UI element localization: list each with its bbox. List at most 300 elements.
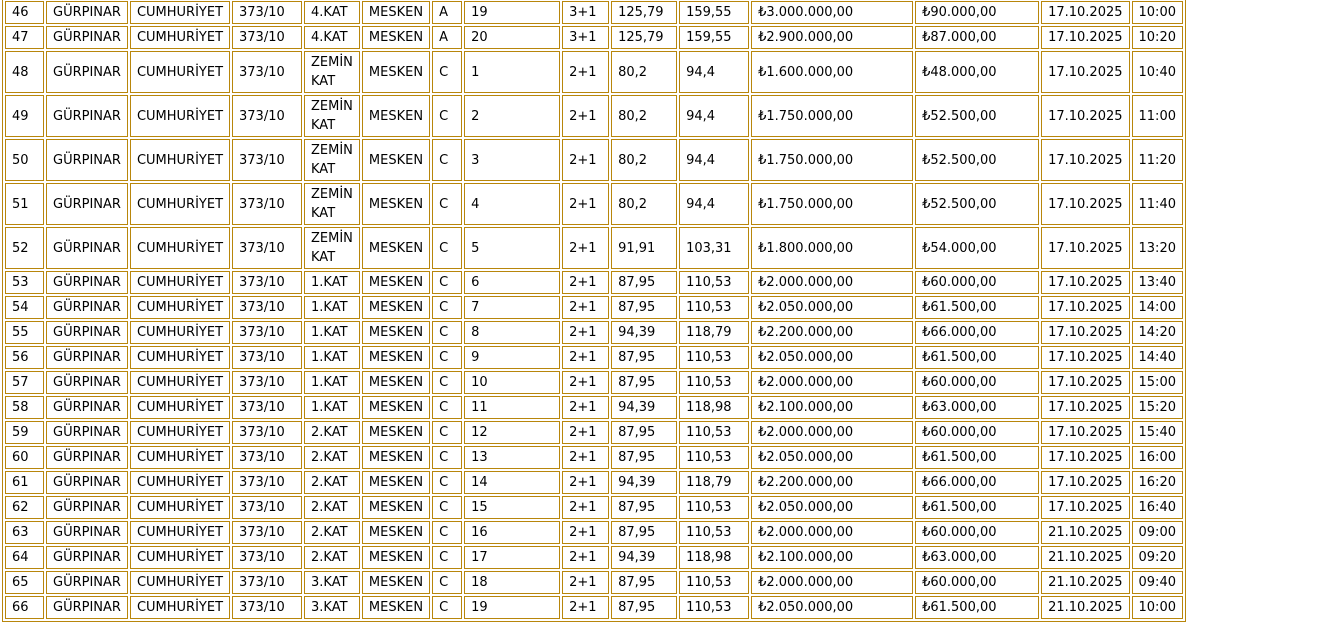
net-area-cell: 80,2 — [611, 183, 677, 225]
block-cell: C — [432, 371, 462, 394]
table-row — [5, 496, 1183, 519]
neighborhood-cell: CUMHURİYET — [130, 421, 230, 444]
room-count-cell: 2+1 — [562, 521, 609, 544]
table-row — [5, 296, 1183, 319]
auction-time-cell: 15:40 — [1132, 421, 1183, 444]
auction-date-cell: 17.10.2025 — [1041, 271, 1129, 294]
table-row — [5, 546, 1183, 569]
district-cell: GÜRPINAR — [46, 521, 128, 544]
neighborhood-cell: CUMHURİYET — [130, 396, 230, 419]
auction-date-cell: 21.10.2025 — [1041, 596, 1129, 619]
deposit-amount-cell: ₺60.000,00 — [915, 571, 1039, 594]
district-cell: GÜRPINAR — [46, 139, 128, 181]
deposit-amount-cell: ₺90.000,00 — [915, 1, 1039, 24]
unit-number-cell: 9 — [464, 346, 560, 369]
district-cell: GÜRPINAR — [46, 271, 128, 294]
auction-time-cell: 09:40 — [1132, 571, 1183, 594]
net-area-cell: 87,95 — [611, 296, 677, 319]
floor-cell: 2.KAT — [304, 521, 360, 544]
row-number-cell: 55 — [5, 321, 44, 344]
deposit-amount-cell: ₺48.000,00 — [915, 51, 1039, 93]
unit-number-cell: 7 — [464, 296, 560, 319]
auction-date-cell: 21.10.2025 — [1041, 571, 1129, 594]
room-count-cell: 2+1 — [562, 496, 609, 519]
floor-cell: 1.KAT — [304, 296, 360, 319]
neighborhood-cell: CUMHURİYET — [130, 321, 230, 344]
unit-number-cell: 1 — [464, 51, 560, 93]
property-type-cell: MESKEN — [362, 371, 430, 394]
district-cell: GÜRPINAR — [46, 371, 128, 394]
neighborhood-cell: CUMHURİYET — [130, 571, 230, 594]
gross-area-cell: 110,53 — [679, 371, 749, 394]
property-sale-table — [2, 0, 1186, 622]
room-count-cell: 2+1 — [562, 446, 609, 469]
gross-area-cell: 110,53 — [679, 596, 749, 619]
floor-cell: 1.KAT — [304, 321, 360, 344]
neighborhood-cell: CUMHURİYET — [130, 139, 230, 181]
estimated-value-cell: ₺1.800.000,00 — [751, 227, 913, 269]
property-type-cell: MESKEN — [362, 183, 430, 225]
deposit-amount-cell: ₺60.000,00 — [915, 371, 1039, 394]
net-area-cell: 94,39 — [611, 396, 677, 419]
deposit-amount-cell: ₺61.500,00 — [915, 496, 1039, 519]
district-cell: GÜRPINAR — [46, 321, 128, 344]
net-area-cell: 94,39 — [611, 321, 677, 344]
property-type-cell: MESKEN — [362, 271, 430, 294]
floor-cell: 1.KAT — [304, 346, 360, 369]
row-number-cell: 47 — [5, 26, 44, 49]
block-cell: C — [432, 571, 462, 594]
gross-area-cell: 94,4 — [679, 95, 749, 137]
property-type-cell: MESKEN — [362, 95, 430, 137]
district-cell: GÜRPINAR — [46, 26, 128, 49]
district-cell: GÜRPINAR — [46, 571, 128, 594]
parcel-cell: 373/10 — [232, 446, 302, 469]
net-area-cell: 87,95 — [611, 571, 677, 594]
neighborhood-cell: CUMHURİYET — [130, 296, 230, 319]
estimated-value-cell: ₺3.000.000,00 — [751, 1, 913, 24]
room-count-cell: 2+1 — [562, 321, 609, 344]
net-area-cell: 87,95 — [611, 271, 677, 294]
district-cell: GÜRPINAR — [46, 596, 128, 619]
property-type-cell: MESKEN — [362, 596, 430, 619]
unit-number-cell: 12 — [464, 421, 560, 444]
net-area-cell: 125,79 — [611, 26, 677, 49]
floor-cell: 4.KAT — [304, 1, 360, 24]
room-count-cell: 2+1 — [562, 346, 609, 369]
unit-number-cell: 10 — [464, 371, 560, 394]
deposit-amount-cell: ₺52.500,00 — [915, 95, 1039, 137]
net-area-cell: 80,2 — [611, 95, 677, 137]
property-type-cell: MESKEN — [362, 496, 430, 519]
unit-number-cell: 18 — [464, 571, 560, 594]
neighborhood-cell: CUMHURİYET — [130, 95, 230, 137]
parcel-cell: 373/10 — [232, 227, 302, 269]
row-number-cell: 65 — [5, 571, 44, 594]
auction-time-cell: 15:00 — [1132, 371, 1183, 394]
unit-number-cell: 4 — [464, 183, 560, 225]
auction-time-cell: 13:20 — [1132, 227, 1183, 269]
table-row — [5, 346, 1183, 369]
parcel-cell: 373/10 — [232, 571, 302, 594]
estimated-value-cell: ₺2.050.000,00 — [751, 296, 913, 319]
net-area-cell: 94,39 — [611, 471, 677, 494]
row-number-cell: 60 — [5, 446, 44, 469]
room-count-cell: 2+1 — [562, 371, 609, 394]
table-row — [5, 26, 1183, 49]
block-cell: C — [432, 321, 462, 344]
gross-area-cell: 110,53 — [679, 496, 749, 519]
property-type-cell: MESKEN — [362, 521, 430, 544]
floor-cell: ZEMİN KAT — [304, 51, 360, 93]
parcel-cell: 373/10 — [232, 296, 302, 319]
table-row — [5, 271, 1183, 294]
row-number-cell: 48 — [5, 51, 44, 93]
neighborhood-cell: CUMHURİYET — [130, 371, 230, 394]
table-row — [5, 446, 1183, 469]
auction-date-cell: 17.10.2025 — [1041, 421, 1129, 444]
property-type-cell: MESKEN — [362, 446, 430, 469]
property-type-cell: MESKEN — [362, 346, 430, 369]
auction-date-cell: 17.10.2025 — [1041, 51, 1129, 93]
net-area-cell: 125,79 — [611, 1, 677, 24]
block-cell: C — [432, 471, 462, 494]
auction-time-cell: 09:20 — [1132, 546, 1183, 569]
district-cell: GÜRPINAR — [46, 446, 128, 469]
unit-number-cell: 2 — [464, 95, 560, 137]
estimated-value-cell: ₺2.000.000,00 — [751, 521, 913, 544]
gross-area-cell: 159,55 — [679, 26, 749, 49]
estimated-value-cell: ₺2.900.000,00 — [751, 26, 913, 49]
parcel-cell: 373/10 — [232, 546, 302, 569]
district-cell: GÜRPINAR — [46, 471, 128, 494]
room-count-cell: 2+1 — [562, 296, 609, 319]
net-area-cell: 80,2 — [611, 139, 677, 181]
auction-date-cell: 17.10.2025 — [1041, 371, 1129, 394]
neighborhood-cell: CUMHURİYET — [130, 521, 230, 544]
floor-cell: 2.KAT — [304, 546, 360, 569]
room-count-cell: 2+1 — [562, 421, 609, 444]
auction-time-cell: 16:40 — [1132, 496, 1183, 519]
auction-time-cell: 09:00 — [1132, 521, 1183, 544]
neighborhood-cell: CUMHURİYET — [130, 346, 230, 369]
net-area-cell: 87,95 — [611, 521, 677, 544]
floor-cell: ZEMİN KAT — [304, 183, 360, 225]
gross-area-cell: 110,53 — [679, 421, 749, 444]
gross-area-cell: 110,53 — [679, 571, 749, 594]
district-cell: GÜRPINAR — [46, 1, 128, 24]
deposit-amount-cell: ₺61.500,00 — [915, 296, 1039, 319]
deposit-amount-cell: ₺63.000,00 — [915, 546, 1039, 569]
row-number-cell: 64 — [5, 546, 44, 569]
parcel-cell: 373/10 — [232, 371, 302, 394]
property-type-cell: MESKEN — [362, 571, 430, 594]
table-row — [5, 371, 1183, 394]
gross-area-cell: 159,55 — [679, 1, 749, 24]
unit-number-cell: 17 — [464, 546, 560, 569]
estimated-value-cell: ₺2.050.000,00 — [751, 346, 913, 369]
neighborhood-cell: CUMHURİYET — [130, 471, 230, 494]
estimated-value-cell: ₺1.750.000,00 — [751, 183, 913, 225]
neighborhood-cell: CUMHURİYET — [130, 546, 230, 569]
deposit-amount-cell: ₺54.000,00 — [915, 227, 1039, 269]
net-area-cell: 87,95 — [611, 371, 677, 394]
table-row — [5, 51, 1183, 93]
parcel-cell: 373/10 — [232, 396, 302, 419]
block-cell: A — [432, 1, 462, 24]
auction-time-cell: 13:40 — [1132, 271, 1183, 294]
unit-number-cell: 19 — [464, 1, 560, 24]
parcel-cell: 373/10 — [232, 471, 302, 494]
block-cell: C — [432, 51, 462, 93]
unit-number-cell: 8 — [464, 321, 560, 344]
row-number-cell: 63 — [5, 521, 44, 544]
net-area-cell: 80,2 — [611, 51, 677, 93]
deposit-amount-cell: ₺66.000,00 — [915, 471, 1039, 494]
neighborhood-cell: CUMHURİYET — [130, 446, 230, 469]
auction-date-cell: 17.10.2025 — [1041, 321, 1129, 344]
net-area-cell: 87,95 — [611, 346, 677, 369]
floor-cell: ZEMİN KAT — [304, 95, 360, 137]
neighborhood-cell: CUMHURİYET — [130, 183, 230, 225]
neighborhood-cell: CUMHURİYET — [130, 596, 230, 619]
district-cell: GÜRPINAR — [46, 95, 128, 137]
floor-cell: 1.KAT — [304, 271, 360, 294]
auction-time-cell: 10:20 — [1132, 26, 1183, 49]
room-count-cell: 2+1 — [562, 227, 609, 269]
unit-number-cell: 19 — [464, 596, 560, 619]
row-number-cell: 57 — [5, 371, 44, 394]
estimated-value-cell: ₺2.050.000,00 — [751, 496, 913, 519]
deposit-amount-cell: ₺60.000,00 — [915, 421, 1039, 444]
row-number-cell: 58 — [5, 396, 44, 419]
gross-area-cell: 110,53 — [679, 446, 749, 469]
deposit-amount-cell: ₺66.000,00 — [915, 321, 1039, 344]
neighborhood-cell: CUMHURİYET — [130, 26, 230, 49]
block-cell: A — [432, 26, 462, 49]
parcel-cell: 373/10 — [232, 596, 302, 619]
auction-time-cell: 14:40 — [1132, 346, 1183, 369]
estimated-value-cell: ₺2.100.000,00 — [751, 396, 913, 419]
block-cell: C — [432, 446, 462, 469]
floor-cell: 2.KAT — [304, 446, 360, 469]
neighborhood-cell: CUMHURİYET — [130, 227, 230, 269]
block-cell: C — [432, 546, 462, 569]
gross-area-cell: 94,4 — [679, 51, 749, 93]
floor-cell: 2.KAT — [304, 496, 360, 519]
district-cell: GÜRPINAR — [46, 296, 128, 319]
net-area-cell: 87,95 — [611, 421, 677, 444]
auction-date-cell: 17.10.2025 — [1041, 396, 1129, 419]
auction-time-cell: 11:40 — [1132, 183, 1183, 225]
property-type-cell: MESKEN — [362, 139, 430, 181]
gross-area-cell: 103,31 — [679, 227, 749, 269]
row-number-cell: 54 — [5, 296, 44, 319]
table-row — [5, 521, 1183, 544]
table-row — [5, 571, 1183, 594]
block-cell: C — [432, 396, 462, 419]
auction-time-cell: 10:40 — [1132, 51, 1183, 93]
gross-area-cell: 110,53 — [679, 521, 749, 544]
floor-cell: ZEMİN KAT — [304, 227, 360, 269]
block-cell: C — [432, 271, 462, 294]
estimated-value-cell: ₺2.050.000,00 — [751, 446, 913, 469]
row-number-cell: 53 — [5, 271, 44, 294]
auction-time-cell: 10:00 — [1132, 1, 1183, 24]
property-type-cell: MESKEN — [362, 321, 430, 344]
district-cell: GÜRPINAR — [46, 421, 128, 444]
gross-area-cell: 118,98 — [679, 546, 749, 569]
auction-time-cell: 16:20 — [1132, 471, 1183, 494]
room-count-cell: 2+1 — [562, 95, 609, 137]
district-cell: GÜRPINAR — [46, 496, 128, 519]
deposit-amount-cell: ₺61.500,00 — [915, 346, 1039, 369]
auction-date-cell: 17.10.2025 — [1041, 1, 1129, 24]
neighborhood-cell: CUMHURİYET — [130, 1, 230, 24]
deposit-amount-cell: ₺52.500,00 — [915, 139, 1039, 181]
room-count-cell: 2+1 — [562, 271, 609, 294]
floor-cell: 1.KAT — [304, 396, 360, 419]
estimated-value-cell: ₺2.050.000,00 — [751, 596, 913, 619]
block-cell: C — [432, 296, 462, 319]
auction-date-cell: 17.10.2025 — [1041, 227, 1129, 269]
unit-number-cell: 11 — [464, 396, 560, 419]
net-area-cell: 87,95 — [611, 496, 677, 519]
table-row — [5, 139, 1183, 181]
room-count-cell: 2+1 — [562, 51, 609, 93]
estimated-value-cell: ₺2.200.000,00 — [751, 321, 913, 344]
room-count-cell: 3+1 — [562, 1, 609, 24]
row-number-cell: 52 — [5, 227, 44, 269]
gross-area-cell: 94,4 — [679, 139, 749, 181]
row-number-cell: 50 — [5, 139, 44, 181]
parcel-cell: 373/10 — [232, 139, 302, 181]
block-cell: C — [432, 139, 462, 181]
auction-time-cell: 11:20 — [1132, 139, 1183, 181]
row-number-cell: 59 — [5, 421, 44, 444]
room-count-cell: 2+1 — [562, 571, 609, 594]
auction-time-cell: 16:00 — [1132, 446, 1183, 469]
unit-number-cell: 16 — [464, 521, 560, 544]
auction-date-cell: 17.10.2025 — [1041, 296, 1129, 319]
parcel-cell: 373/10 — [232, 321, 302, 344]
auction-date-cell: 17.10.2025 — [1041, 471, 1129, 494]
gross-area-cell: 94,4 — [679, 183, 749, 225]
parcel-cell: 373/10 — [232, 271, 302, 294]
parcel-cell: 373/10 — [232, 421, 302, 444]
room-count-cell: 2+1 — [562, 546, 609, 569]
property-type-cell: MESKEN — [362, 26, 430, 49]
parcel-cell: 373/10 — [232, 51, 302, 93]
room-count-cell: 2+1 — [562, 183, 609, 225]
auction-date-cell: 17.10.2025 — [1041, 139, 1129, 181]
net-area-cell: 94,39 — [611, 546, 677, 569]
gross-area-cell: 110,53 — [679, 296, 749, 319]
gross-area-cell: 118,79 — [679, 321, 749, 344]
deposit-amount-cell: ₺87.000,00 — [915, 26, 1039, 49]
parcel-cell: 373/10 — [232, 521, 302, 544]
block-cell: C — [432, 496, 462, 519]
property-type-cell: MESKEN — [362, 1, 430, 24]
deposit-amount-cell: ₺60.000,00 — [915, 521, 1039, 544]
auction-date-cell: 17.10.2025 — [1041, 183, 1129, 225]
deposit-amount-cell: ₺63.000,00 — [915, 396, 1039, 419]
auction-time-cell: 14:20 — [1132, 321, 1183, 344]
room-count-cell: 2+1 — [562, 596, 609, 619]
table-row — [5, 95, 1183, 137]
property-type-cell: MESKEN — [362, 421, 430, 444]
block-cell: C — [432, 183, 462, 225]
table-row — [5, 183, 1183, 225]
floor-cell: 3.KAT — [304, 571, 360, 594]
auction-date-cell: 21.10.2025 — [1041, 521, 1129, 544]
block-cell: C — [432, 596, 462, 619]
property-type-cell: MESKEN — [362, 396, 430, 419]
auction-date-cell: 21.10.2025 — [1041, 546, 1129, 569]
net-area-cell: 91,91 — [611, 227, 677, 269]
block-cell: C — [432, 95, 462, 137]
row-number-cell: 62 — [5, 496, 44, 519]
neighborhood-cell: CUMHURİYET — [130, 271, 230, 294]
deposit-amount-cell: ₺61.500,00 — [915, 446, 1039, 469]
net-area-cell: 87,95 — [611, 446, 677, 469]
gross-area-cell: 110,53 — [679, 271, 749, 294]
district-cell: GÜRPINAR — [46, 546, 128, 569]
floor-cell: 4.KAT — [304, 26, 360, 49]
auction-date-cell: 17.10.2025 — [1041, 95, 1129, 137]
table-row — [5, 1, 1183, 24]
estimated-value-cell: ₺2.000.000,00 — [751, 371, 913, 394]
unit-number-cell: 5 — [464, 227, 560, 269]
block-cell: C — [432, 521, 462, 544]
auction-time-cell: 11:00 — [1132, 95, 1183, 137]
parcel-cell: 373/10 — [232, 26, 302, 49]
auction-date-cell: 17.10.2025 — [1041, 26, 1129, 49]
estimated-value-cell: ₺1.750.000,00 — [751, 95, 913, 137]
property-type-cell: MESKEN — [362, 227, 430, 269]
row-number-cell: 51 — [5, 183, 44, 225]
district-cell: GÜRPINAR — [46, 183, 128, 225]
deposit-amount-cell: ₺52.500,00 — [915, 183, 1039, 225]
net-area-cell: 87,95 — [611, 596, 677, 619]
property-type-cell: MESKEN — [362, 546, 430, 569]
estimated-value-cell: ₺2.000.000,00 — [751, 421, 913, 444]
estimated-value-cell: ₺2.200.000,00 — [751, 471, 913, 494]
unit-number-cell: 20 — [464, 26, 560, 49]
room-count-cell: 2+1 — [562, 471, 609, 494]
gross-area-cell: 118,98 — [679, 396, 749, 419]
auction-time-cell: 14:00 — [1132, 296, 1183, 319]
auction-time-cell: 10:00 — [1132, 596, 1183, 619]
row-number-cell: 61 — [5, 471, 44, 494]
gross-area-cell: 118,79 — [679, 471, 749, 494]
row-number-cell: 46 — [5, 1, 44, 24]
parcel-cell: 373/10 — [232, 496, 302, 519]
table-row — [5, 421, 1183, 444]
neighborhood-cell: CUMHURİYET — [130, 496, 230, 519]
unit-number-cell: 15 — [464, 496, 560, 519]
room-count-cell: 3+1 — [562, 26, 609, 49]
auction-date-cell: 17.10.2025 — [1041, 346, 1129, 369]
auction-time-cell: 15:20 — [1132, 396, 1183, 419]
district-cell: GÜRPINAR — [46, 51, 128, 93]
parcel-cell: 373/10 — [232, 183, 302, 225]
block-cell: C — [432, 346, 462, 369]
unit-number-cell: 6 — [464, 271, 560, 294]
row-number-cell: 49 — [5, 95, 44, 137]
estimated-value-cell: ₺1.600.000,00 — [751, 51, 913, 93]
table-row — [5, 396, 1183, 419]
